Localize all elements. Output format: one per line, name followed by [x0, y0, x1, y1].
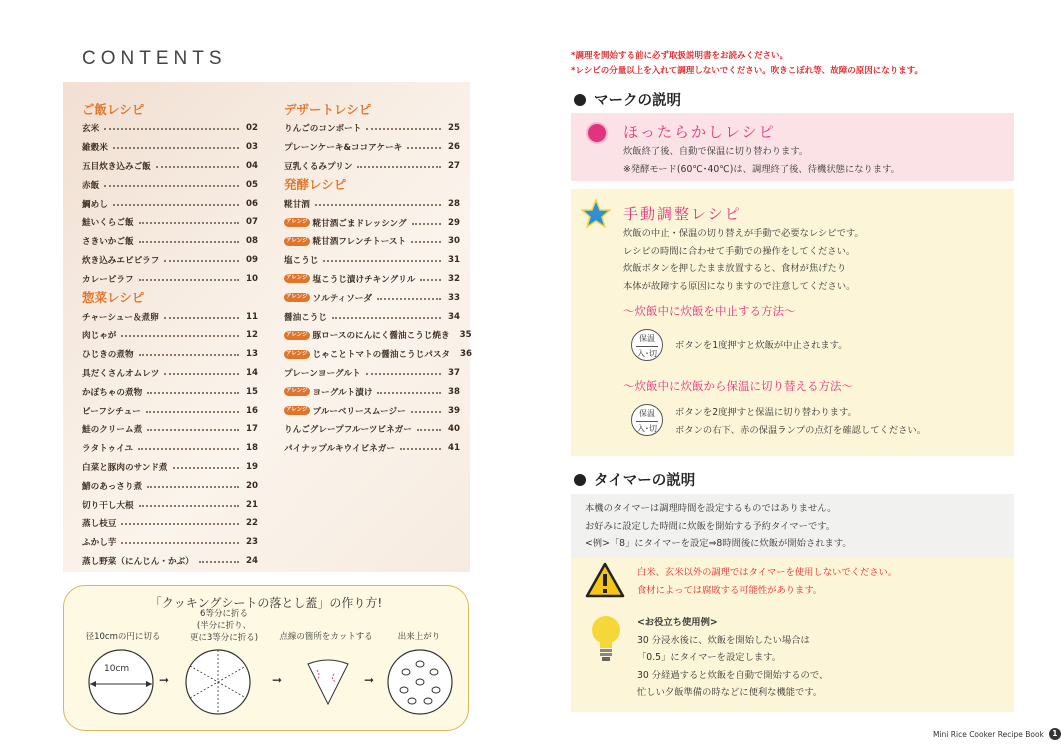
- toc-right-column: [284, 100, 472, 458]
- toc-row[interactable]: [82, 495, 258, 514]
- leader-dots: [173, 467, 239, 469]
- leader-dots: [412, 223, 441, 225]
- toc-item-name: アレンジ ソルティソーダ: [286, 293, 372, 304]
- toc-page-number: 18: [246, 443, 258, 454]
- toc-item-name: ラタトゥイユ: [82, 444, 133, 455]
- leader-dots: [139, 505, 239, 507]
- toc-item-name: 肉じゃが: [82, 331, 117, 342]
- manual-box: [571, 189, 1014, 456]
- toc-row[interactable]: [82, 326, 258, 345]
- keep-warm-button-icon-2: 保温 入･切: [631, 404, 663, 436]
- timer-text: 本機のタイマーは調理時間を設定するものではありません。 お好みに設定した時間に炊飯を開始する予約タイマーです。 <例>「8」にタイマーを設定⇒8時間後に炊飯が開始されます。: [585, 503, 852, 549]
- leader-dots: [113, 147, 239, 149]
- toc-row[interactable]: [284, 345, 472, 364]
- toc-item-name: かぼちゃの煮物: [82, 387, 143, 398]
- toc-item-name: 豆乳くるみプリン: [284, 161, 353, 172]
- leader-dots: [147, 429, 239, 431]
- toc-row[interactable]: [82, 307, 258, 326]
- toc-row[interactable]: [82, 476, 258, 495]
- leader-dots: [411, 241, 441, 243]
- toc-page-number: 06: [246, 198, 258, 209]
- toc-item-name: 醤油こうじ: [284, 312, 327, 323]
- toc-row[interactable]: [284, 194, 460, 213]
- toc-row[interactable]: [82, 251, 258, 270]
- arrange-badge-icon: アレンジ: [286, 388, 308, 395]
- toc-item-name: アレンジ ヨーグルト漬け: [286, 387, 373, 398]
- toc-item-name: 鮭いくらご飯: [82, 218, 134, 229]
- toc-page-number: 02: [246, 123, 258, 134]
- toc-page-number: 36: [460, 349, 472, 360]
- leader-dots: [164, 373, 239, 375]
- toc-item-name: 切り干し大根: [82, 500, 134, 511]
- arrange-badge-icon: アレンジ: [286, 294, 308, 301]
- manual-title: 手動調整レシピ: [623, 205, 742, 223]
- leader-dots: [400, 448, 441, 450]
- leader-dots: [139, 222, 239, 224]
- toc-page-number: 12: [246, 330, 258, 341]
- toc-item-name: 五目炊き込みご飯: [82, 161, 151, 172]
- toc-row[interactable]: [284, 270, 460, 289]
- stop-method-heading: 〜炊飯中に炊飯を中止する方法〜: [623, 304, 796, 318]
- blue-star-icon: [581, 199, 611, 229]
- contents-title: CONTENTS: [82, 48, 227, 69]
- leader-dots: [139, 241, 239, 243]
- toc-page-number: 15: [246, 386, 258, 397]
- toc-page-number: 13: [246, 349, 258, 360]
- toc-item-name: 蒸し野菜（にんじん・かぶ）: [82, 556, 194, 567]
- toc-row[interactable]: [284, 119, 460, 138]
- toc-row[interactable]: [82, 458, 258, 477]
- toc-page-number: 16: [246, 405, 258, 416]
- manual-text: 炊飯の中止・保温の切り替えが手動で必要なレシピです。 レシピの時間に合わせて手動での操作をしてください。 炊飯ボタンを押したまま放置すると、食材が焦げたり 本体が故障する原因になりますので注意してください。: [623, 228, 864, 292]
- toc-item-name: 塩こうじ: [284, 256, 319, 267]
- hottarakashi-title: ほったらかしレシピ: [623, 123, 776, 141]
- toc-row[interactable]: [82, 213, 258, 232]
- toc-page-number: 08: [246, 236, 258, 247]
- toc-item-name: アレンジ 塩こうじ漬けチキングリル: [286, 274, 416, 285]
- toc-item-name: ふかし芋: [82, 538, 117, 549]
- toc-page-number: 10: [246, 273, 258, 284]
- toc-left-column: [82, 100, 258, 570]
- toc-heading: 発酵レシピ: [284, 177, 347, 193]
- toc-row[interactable]: [82, 119, 258, 138]
- leader-dots: [139, 279, 239, 281]
- toc-page-number: 03: [246, 142, 258, 153]
- timer-tip-text: <お役立ち使用例> 30 分浸水後に、炊飯を開始したい場合は 「0.5」にタイマーを設定します。 30 分経過すると炊飯を自動で開始するので、 忙しい夕飯準備の時などに便利な機能です。: [637, 617, 829, 698]
- arrow-1-icon: ➞: [159, 673, 170, 687]
- toc-page-number: 29: [448, 217, 460, 228]
- step4-label: 出来上がり: [397, 632, 441, 642]
- leader-dots: [104, 128, 239, 130]
- toc-page-number: 20: [246, 480, 258, 491]
- leader-dots: [104, 185, 239, 187]
- arrange-badge-icon: アレンジ: [286, 237, 308, 244]
- toc-item-name: 炊き込みエビピラフ: [82, 255, 160, 266]
- toc-row[interactable]: [82, 401, 258, 420]
- toc-row[interactable]: [284, 420, 460, 439]
- step1-circle-icon: [87, 648, 155, 716]
- toc-row[interactable]: [284, 401, 460, 420]
- step2-folded-circle-icon: [184, 648, 252, 716]
- toc-item-name: 糀甘酒: [284, 199, 310, 210]
- hottarakashi-box: [571, 113, 1014, 181]
- toc-item-name: 赤飯: [82, 180, 100, 191]
- arrange-badge-icon: アレンジ: [286, 407, 308, 414]
- toc-row[interactable]: [284, 382, 460, 401]
- toc-page-number: 19: [246, 461, 258, 472]
- arrange-badge-icon: アレンジ: [286, 331, 308, 338]
- arrow-3-icon: ➞: [364, 673, 375, 687]
- leader-dots: [366, 373, 441, 375]
- leader-dots: [147, 392, 239, 394]
- step3-label: 点線の箇所をカットする: [279, 632, 373, 642]
- toc-row[interactable]: [82, 439, 258, 458]
- toc-item-name: 玄米: [82, 124, 100, 135]
- circle-diameter-label: 10cm: [104, 664, 130, 674]
- leader-dots: [113, 204, 239, 206]
- timer-info-box: [571, 494, 1014, 560]
- arrange-badge-icon: アレンジ: [286, 219, 308, 226]
- toc-item-name: アレンジ ブルーベリースムージー: [286, 406, 406, 417]
- leader-dots: [366, 128, 441, 130]
- step1-label: 径10cmの円に切る: [85, 632, 161, 642]
- toc-heading: デザートレシピ: [284, 102, 372, 117]
- toc-item-name: アレンジ 糀甘酒フレンチトースト: [286, 237, 407, 248]
- hottarakashi-text: 炊飯終了後、自動で保温に切り替わります。 ※発酵モード(60℃･40℃)は、調理終了後、待機状態になります。: [623, 146, 900, 175]
- toc-item-name: 具だくさんオムレツ: [82, 368, 160, 379]
- bullet-icon: [574, 94, 586, 106]
- toc-row[interactable]: [82, 194, 258, 213]
- leader-dots: [147, 486, 239, 488]
- toc-heading: 惣菜レシピ: [82, 290, 145, 306]
- switch-method-heading: 〜炊飯中に炊飯から保温に切り替える方法〜: [623, 379, 853, 393]
- toc-row[interactable]: [82, 552, 258, 571]
- leader-dots: [417, 429, 441, 431]
- toc-page-number: 14: [246, 367, 258, 378]
- toc-page-number: 31: [448, 255, 460, 266]
- toc-item-name: 鯛めし: [82, 199, 108, 210]
- warning-line-1: *調理を開始する前に必ず取扱説明書をお読みください。: [571, 51, 788, 61]
- toc-row[interactable]: [82, 382, 258, 401]
- toc-row[interactable]: [82, 364, 258, 383]
- toc-heading: ご飯レシピ: [82, 102, 145, 117]
- toc-page-number: 25: [448, 123, 460, 134]
- switch-method-text: ボタンを2度押すと保温に切り替わります。 ボタンの右下、赤の保温ランプの点灯を確認してください。: [675, 407, 927, 436]
- toc-page-number: 26: [448, 142, 460, 153]
- toc-row[interactable]: [82, 232, 258, 251]
- leader-dots: [315, 204, 441, 206]
- leader-dots: [138, 448, 239, 450]
- toc-page-number: 41: [448, 443, 460, 454]
- toc-row[interactable]: [284, 364, 460, 383]
- toc-item-name: パイナップルキウイビネガー: [284, 444, 395, 455]
- pink-circle-icon: [586, 122, 608, 144]
- timer-section-heading: タイマーの説明: [574, 469, 695, 490]
- toc-item-name: さきいかご飯: [82, 237, 134, 248]
- toc-page-number: 17: [246, 424, 258, 435]
- toc-row[interactable]: [284, 326, 472, 345]
- leader-dots: [411, 411, 441, 413]
- toc-page-number: 07: [246, 217, 258, 228]
- step3-cut-wedge-icon: [304, 658, 352, 708]
- toc-row[interactable]: [82, 269, 258, 288]
- toc-row[interactable]: [82, 345, 258, 364]
- toc-item-name: 鯖のあっさり煮: [82, 481, 143, 492]
- toc-item-name: カレーピラフ: [82, 274, 134, 285]
- leader-dots: [146, 411, 239, 413]
- toc-row[interactable]: [82, 533, 258, 552]
- lightbulb-icon: [591, 614, 621, 666]
- leader-dots: [139, 354, 239, 356]
- page-number-badge: 1: [1049, 728, 1061, 740]
- toc-item-name: 白菜と豚肉のサンド煮: [82, 462, 168, 473]
- toc-page-number: 22: [246, 518, 258, 529]
- toc-row[interactable]: [82, 175, 258, 194]
- toc-page-number: 38: [448, 386, 460, 397]
- arrange-badge-icon: アレンジ: [286, 275, 308, 282]
- step2-label: 6等分に折る (半分に折り、 更に3等分に折る): [189, 609, 259, 643]
- toc-item-name: 鮭のクリーム煮: [82, 425, 143, 436]
- cooking-sheet-box: [63, 585, 469, 731]
- toc-item-name: ビーフシチュー: [82, 406, 141, 417]
- arrange-badge-icon: アレンジ: [286, 350, 308, 357]
- toc-item-name: 蒸し枝豆: [82, 519, 117, 530]
- leader-dots: [357, 166, 441, 168]
- toc-item-name: プレーンヨーグルト: [284, 368, 361, 379]
- leader-dots: [420, 279, 441, 281]
- warning-line-2: *レシピの分量以上を入れて調理しないでください。吹きこぼれ等、故障の原因になります。: [571, 66, 924, 76]
- toc-page-number: 28: [448, 198, 460, 209]
- toc-row[interactable]: [284, 213, 460, 232]
- marks-section-heading: マークの説明: [574, 89, 681, 110]
- toc-item-name: 雑穀米: [82, 143, 108, 154]
- timer-tips-box: [571, 558, 1014, 712]
- cooking-sheet-title: 「クッキングシートの落とし蓋」の作り方!: [149, 596, 383, 610]
- timer-warning-text: 白米、玄米以外の調理ではタイマーを使用しないでください。 食材によっては腐敗する可能性があります。: [637, 567, 898, 596]
- toc-page-number: 27: [448, 160, 460, 171]
- keep-warm-button-icon-1: 保温 入･切: [631, 329, 663, 361]
- toc-item-name: プレーンケーキ&ココアケーキ: [284, 143, 403, 154]
- leader-dots: [377, 298, 441, 300]
- toc-row[interactable]: [82, 157, 258, 176]
- toc-page-number: 37: [448, 367, 460, 378]
- toc-page-number: 39: [448, 405, 460, 416]
- leader-dots: [164, 317, 239, 319]
- toc-item-name: りんごのコンポート: [284, 124, 362, 135]
- toc-item-name: アレンジ じゃことトマトの醤油こうじパスタ: [286, 350, 451, 361]
- toc-page-number: 30: [448, 236, 460, 247]
- toc-row[interactable]: [284, 232, 460, 251]
- toc-item-name: チャーシュー＆煮卵: [82, 312, 159, 323]
- leader-dots: [323, 260, 441, 262]
- leader-dots: [407, 147, 441, 149]
- toc-row[interactable]: [82, 514, 258, 533]
- toc-page-number: 24: [246, 555, 258, 566]
- toc-row[interactable]: [82, 138, 258, 157]
- toc-page-number: 05: [246, 179, 258, 190]
- toc-page-number: 04: [246, 160, 258, 171]
- leader-dots: [121, 542, 239, 544]
- stop-method-text: ボタンを1度押すと炊飯が中止されます。: [675, 340, 848, 351]
- arrow-2-icon: ➞: [272, 673, 283, 687]
- leader-dots: [121, 523, 239, 525]
- toc-item-name: アレンジ 糀甘酒ごまドレッシング: [286, 218, 407, 229]
- toc-row[interactable]: [284, 138, 460, 157]
- leader-dots: [332, 317, 441, 319]
- toc-row[interactable]: [284, 157, 460, 176]
- toc-page-number: 23: [246, 537, 258, 548]
- toc-item-name: アレンジ 豚ロースのにんにく醤油こうじ焼き: [286, 331, 450, 342]
- toc-page-number: 32: [448, 273, 460, 284]
- bullet-icon: [574, 474, 586, 486]
- toc-page-number: 34: [448, 311, 460, 322]
- toc-panel: [63, 82, 470, 572]
- toc-page-number: 40: [448, 424, 460, 435]
- toc-page-number: 35: [459, 330, 472, 341]
- leader-dots: [121, 335, 239, 337]
- step4-finished-lid-icon: [386, 648, 454, 716]
- leader-dots: [377, 392, 441, 394]
- toc-row[interactable]: [284, 307, 460, 326]
- leader-dots: [199, 561, 239, 563]
- toc-item-name: りんごグレープフルーツビネガー: [284, 425, 412, 436]
- toc-page-number: 11: [246, 311, 258, 322]
- toc-item-name: ひじきの煮物: [82, 350, 134, 361]
- toc-row[interactable]: [284, 439, 460, 458]
- toc-row[interactable]: [82, 420, 258, 439]
- leader-dots: [156, 166, 239, 168]
- toc-page-number: 33: [448, 292, 460, 303]
- toc-page-number: 21: [246, 499, 258, 510]
- footer: Mini Rice Cooker Recipe Book 1: [933, 728, 1061, 740]
- warning-triangle-icon: [585, 562, 625, 598]
- leader-dots: [164, 260, 239, 262]
- toc-row[interactable]: [284, 288, 460, 307]
- toc-page-number: 09: [246, 254, 258, 265]
- toc-row[interactable]: [284, 251, 460, 270]
